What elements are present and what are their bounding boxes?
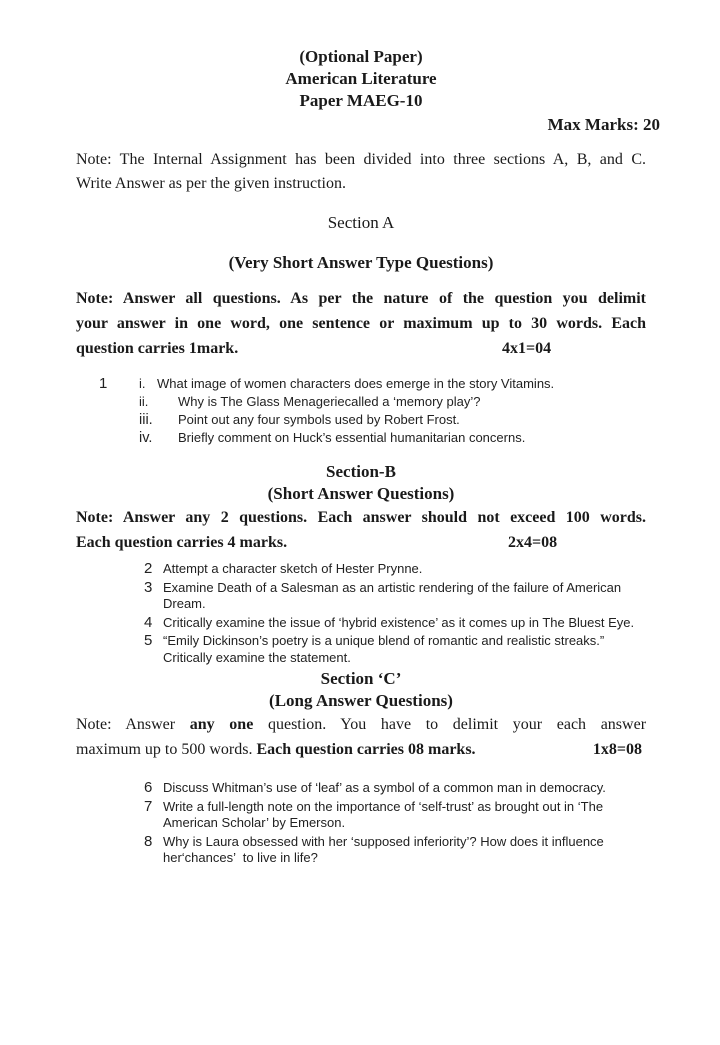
intro-note: [76, 148, 646, 196]
question-5: [76, 633, 646, 666]
question-6-number: 6: [144, 779, 153, 796]
question-6: [76, 780, 646, 797]
question-8-number: 8: [144, 832, 153, 850]
section-a-note-line3: [76, 336, 646, 361]
section-c-note-line1: [76, 712, 646, 737]
section-a-note-line1: Note: Answer all questions. As per the nature of the question you delimit: [76, 290, 646, 307]
section-c-note: [76, 712, 646, 762]
paper-subject-line: American Literature: [285, 69, 437, 88]
section-a-note-line3-text: question carries 1mark.: [76, 340, 239, 357]
question-5-text: “Emily Dickinson’s poetry is a unique blend of romantic and realistic streaks.” Critically examine the statement.: [163, 633, 608, 665]
section-c-title: Section ‘C’: [320, 669, 402, 688]
question-7-text: Write a full-length note on the importance of ‘self-trust’ as brought out in ‘The American Scholar’ by Emerson.: [163, 798, 606, 830]
question-4-text: Critically examine the issue of ‘hybrid existence’ as it comes up in The Bluest Eye.: [163, 614, 635, 630]
section-a-title: Section A: [327, 213, 395, 232]
section-b-title: Section-B: [326, 462, 396, 481]
max-marks: Max Marks: 20: [547, 115, 660, 134]
section-b-note-line1: Note: Answer any 2 questions. Each answer should not exceed 100 words.: [76, 509, 646, 526]
section-c-note-seg5: Each question carries 08 marks.: [256, 741, 476, 758]
section-b-note-line2-text: Each question carries 4 marks.: [76, 534, 288, 551]
section-c-subtitle: (Long Answer Questions): [269, 691, 453, 710]
question-1-number: 1: [99, 375, 108, 392]
section-a-marks: 4x1=04: [502, 340, 552, 357]
section-c-note-seg3: question. You have to delimit your each answer: [267, 716, 647, 733]
question-7: [76, 799, 646, 832]
intro-note-line1: Note: The Internal Assignment has been divided into three sections A, B, and C.: [76, 151, 646, 168]
question-7-number: 7: [144, 797, 153, 815]
section-b-subtitle: (Short Answer Questions): [267, 484, 455, 503]
intro-note-line2: Write Answer as per the given instruction.: [76, 175, 346, 192]
section-c-note-seg2: any one: [189, 716, 254, 733]
question-4-number: 4: [144, 613, 153, 631]
question-4: [76, 615, 646, 632]
question-3: [76, 580, 646, 613]
subquestion-iii-numeral: iii.: [139, 412, 153, 428]
subquestion-i-text: What image of women characters does emerge in the story Vitamins.: [157, 376, 555, 391]
question-3-number: 3: [144, 578, 153, 596]
question-5-number: 5: [144, 632, 153, 649]
section-b-marks: 2x4=08: [508, 534, 558, 551]
section-b-note: [76, 505, 646, 555]
section-c-questions: [76, 780, 646, 867]
paper-header: [76, 46, 646, 112]
subquestion-ii-numeral: ii.: [139, 394, 149, 409]
section-c-note-seg1: Note: Answer: [76, 716, 176, 733]
section-b-questions: [76, 561, 646, 666]
section-b-note-line2: [76, 530, 646, 555]
question-1: [76, 375, 646, 447]
question-3-text: Examine Death of a Salesman as an artistic rendering of the failure of American Dream.: [163, 579, 625, 611]
subquestion-iv-numeral: iv.: [139, 430, 153, 446]
section-c-note-line2: [76, 737, 646, 762]
subquestion-iv: [76, 429, 646, 447]
question-8-text: Why is Laura obsessed with her ‘supposed inferiority’? How does it influence her‘chances’ to live in life?: [163, 833, 608, 865]
subquestion-iii: [76, 411, 646, 429]
subquestion-iv-text: Briefly comment on Huck’s essential humanitarian concerns.: [178, 430, 526, 445]
subquestion-iii-text: Point out any four symbols used by Robert Frost.: [178, 412, 460, 427]
section-c-marks: 1x8=08: [592, 741, 642, 758]
section-a-note: [76, 286, 646, 361]
question-2-text: Attempt a character sketch of Hester Prynne.: [163, 561, 423, 576]
section-c-note-seg4: maximum up to 500 words.: [76, 741, 253, 758]
question-2: [76, 561, 646, 578]
section-a-subtitle: (Very Short Answer Type Questions): [228, 253, 494, 272]
subquestion-ii-text: Why is The Glass Menageriecalled a ‘memory play’?: [178, 394, 481, 409]
subquestion-i: [76, 375, 646, 393]
subquestion-i-numeral: i.: [139, 376, 146, 391]
paper-type-line: (Optional Paper): [299, 47, 423, 66]
paper-code-line: Paper MAEG-10: [299, 91, 423, 110]
question-8: [76, 834, 646, 867]
subquestion-ii: [76, 393, 646, 411]
question-6-text: Discuss Whitman’s use of ‘leaf’ as a symbol of a common man in democracy.: [163, 780, 606, 795]
section-a-note-line2: your answer in one word, one sentence or maximum up to 30 words. Each: [76, 315, 646, 332]
question-2-number: 2: [144, 560, 153, 577]
